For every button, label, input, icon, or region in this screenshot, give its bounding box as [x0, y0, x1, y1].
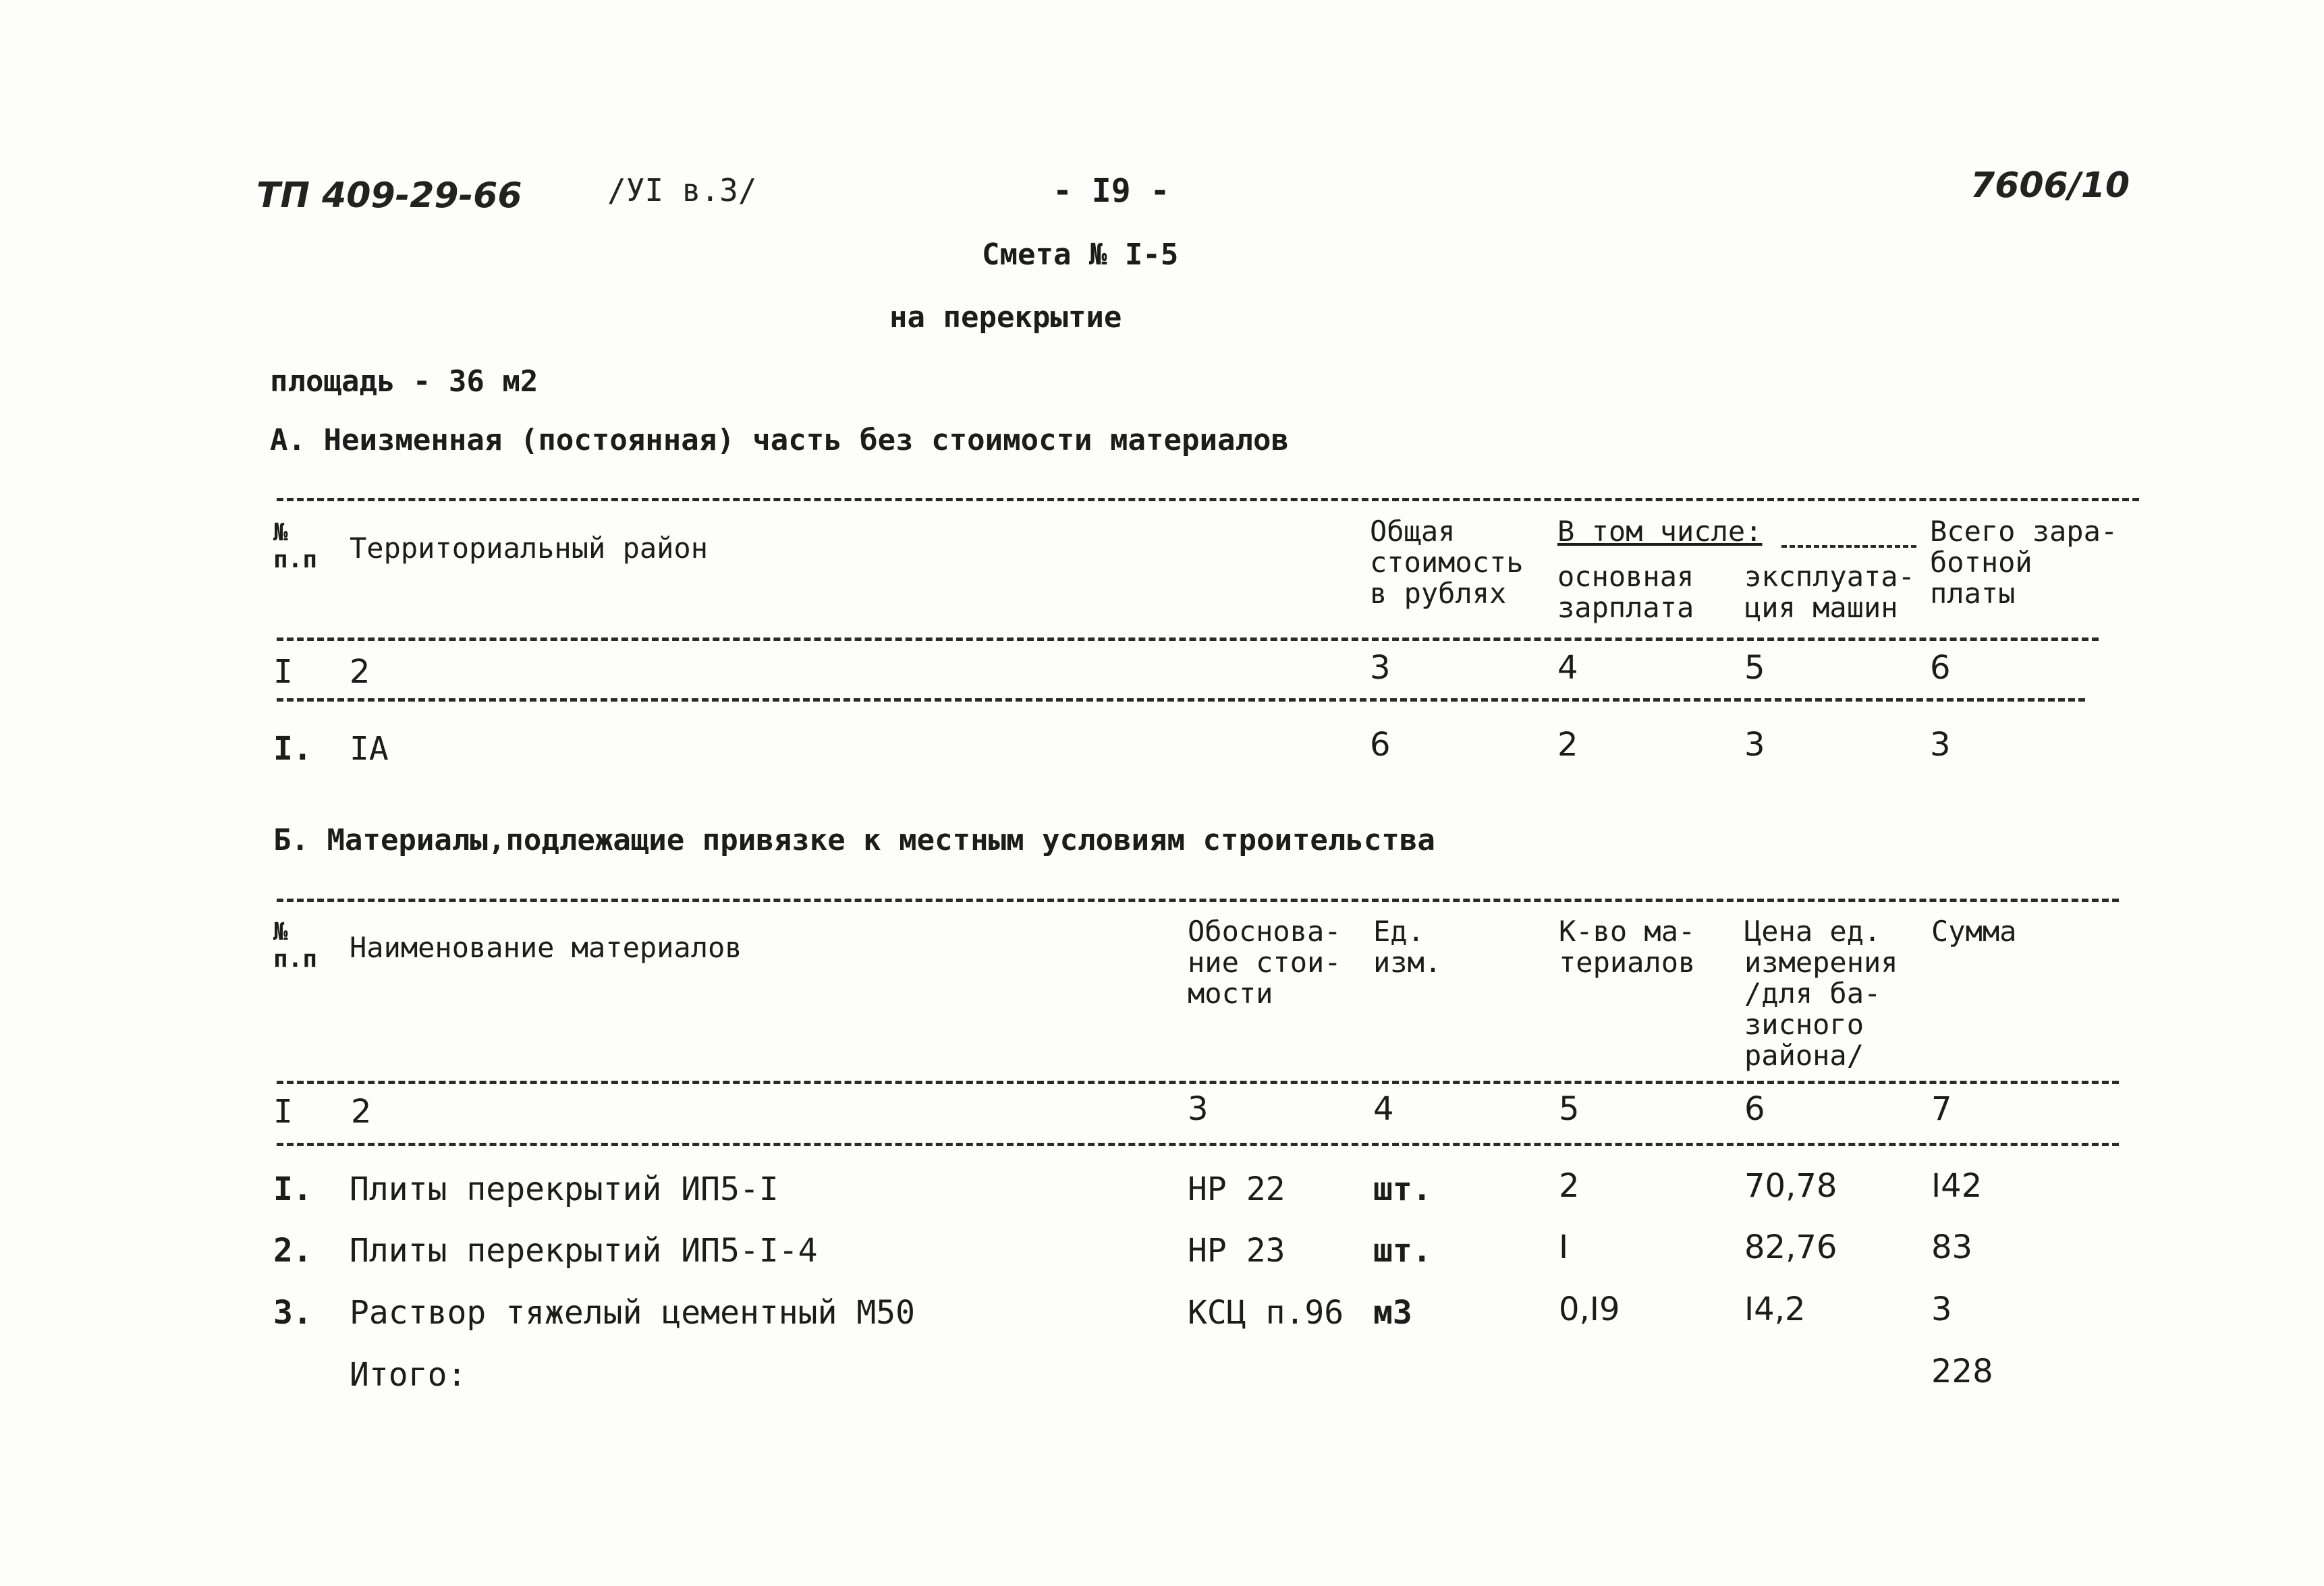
estimate-title: Смета № I-5	[982, 237, 1179, 272]
table-a-row-wage: 2	[1557, 726, 1578, 764]
table-b-index-4: 4	[1373, 1090, 1394, 1128]
table-a-col-total: Общая стоимость в рублях	[1370, 515, 1524, 610]
table-a-col-including: В том числе:	[1557, 515, 1763, 548]
table-b-col-basis: Обоснова- ние стои- мости	[1188, 915, 1341, 1010]
table-a-col-total-wage: Всего зара- ботной платы	[1930, 515, 2118, 610]
table-a-row-district: IA	[350, 730, 389, 768]
table-b-row-qty: 0,I9	[1559, 1291, 1620, 1328]
table-b-col-unit: Ед. изм.	[1373, 915, 1442, 979]
table-a-index-4: 4	[1557, 649, 1578, 687]
table-b-row-sum: I42	[1931, 1167, 1983, 1205]
table-a-col-machines: эксплуата- ция машин	[1744, 560, 1915, 624]
table-a-row-total: 6	[1370, 726, 1391, 764]
area-label: площадь - 36 м2	[270, 364, 538, 399]
table-b-row-num: 2.	[273, 1232, 312, 1270]
table-b-row-sum: 3	[1931, 1291, 1952, 1328]
archive-number: 7606/10	[1970, 165, 2130, 206]
table-b-top-rule	[277, 899, 2119, 902]
table-a-index-2: 2	[350, 653, 370, 691]
table-b-row-qty: I	[1559, 1228, 1569, 1266]
table-b-col-name: Наименование материалов	[350, 931, 742, 964]
table-b-col-num: № п.п	[273, 918, 318, 973]
section-a-title: А. Неизменная (постоянная) часть без стоимости материалов	[270, 423, 1289, 457]
table-a-row-machines: 3	[1744, 726, 1765, 764]
table-b-index-5: 5	[1559, 1090, 1580, 1128]
table-a-top-rule	[277, 498, 2139, 501]
table-b-row-unit: шт.	[1373, 1170, 1432, 1208]
volume-label: /УI в.3/	[607, 172, 757, 208]
total-label: Итого:	[350, 1356, 467, 1394]
table-a-col-wage: основная зарплата	[1557, 560, 1694, 624]
table-b-row-name: Раствор тяжелый цементный М50	[350, 1294, 916, 1332]
table-b-col-qty: К-во ма- териалов	[1559, 915, 1696, 979]
table-b-row-price: 82,76	[1744, 1228, 1837, 1266]
estimate-subtitle: на перекрытие	[889, 300, 1122, 335]
table-b-row-basis: НР 23	[1188, 1232, 1285, 1270]
table-a-header-rule	[277, 638, 2099, 641]
table-a-index-5: 5	[1744, 649, 1765, 687]
table-b-row-price: I4,2	[1744, 1291, 1806, 1328]
table-a-col-district: Территориальный район	[350, 532, 709, 565]
table-a-index-rule	[277, 698, 2085, 702]
table-b-index-3: 3	[1188, 1090, 1209, 1128]
table-b-row-name: Плиты перекрытий ИП5-I	[350, 1170, 779, 1208]
table-b-index-1: I	[273, 1093, 293, 1131]
including-underline	[1781, 545, 1916, 548]
table-a-row-total-wage: 3	[1930, 726, 1951, 764]
table-b-col-sum: Сумма	[1931, 915, 2017, 948]
table-b-row-basis: НР 22	[1188, 1170, 1285, 1208]
table-b-row-num: I.	[273, 1170, 312, 1208]
table-a-col-num: № п.п	[273, 519, 318, 573]
table-b-row-unit: м3	[1373, 1294, 1412, 1332]
table-b-row-basis: КСЦ п.96	[1188, 1294, 1344, 1332]
table-a-row-num: I.	[273, 730, 312, 768]
table-b-row-name: Плиты перекрытий ИП5-I-4	[350, 1232, 818, 1270]
section-b-title: Б. Материалы,подлежащие привязке к местным условиям строительства	[273, 823, 1435, 857]
table-b-index-6: 6	[1744, 1090, 1765, 1128]
page-number: - I9 -	[1053, 172, 1170, 210]
total-value: 228	[1931, 1353, 1993, 1390]
table-b-index-7: 7	[1931, 1090, 1952, 1128]
doc-code: ТП 409-29-66	[256, 175, 522, 216]
table-b-header-rule	[277, 1081, 2119, 1084]
table-b-row-unit: шт.	[1373, 1232, 1432, 1270]
table-a-index-3: 3	[1370, 649, 1391, 687]
table-b-index-rule	[277, 1143, 2119, 1146]
table-a-index-1: I	[273, 653, 293, 691]
table-b-col-price: Цена ед. измерения /для ба- зисного района/	[1744, 915, 1898, 1072]
table-b-index-2: 2	[351, 1093, 372, 1131]
table-b-row-num: 3.	[273, 1294, 312, 1332]
table-b-row-sum: 83	[1931, 1228, 1973, 1266]
table-b-row-qty: 2	[1559, 1167, 1580, 1205]
table-a-index-6: 6	[1930, 649, 1951, 687]
table-b-row-price: 70,78	[1744, 1167, 1837, 1205]
